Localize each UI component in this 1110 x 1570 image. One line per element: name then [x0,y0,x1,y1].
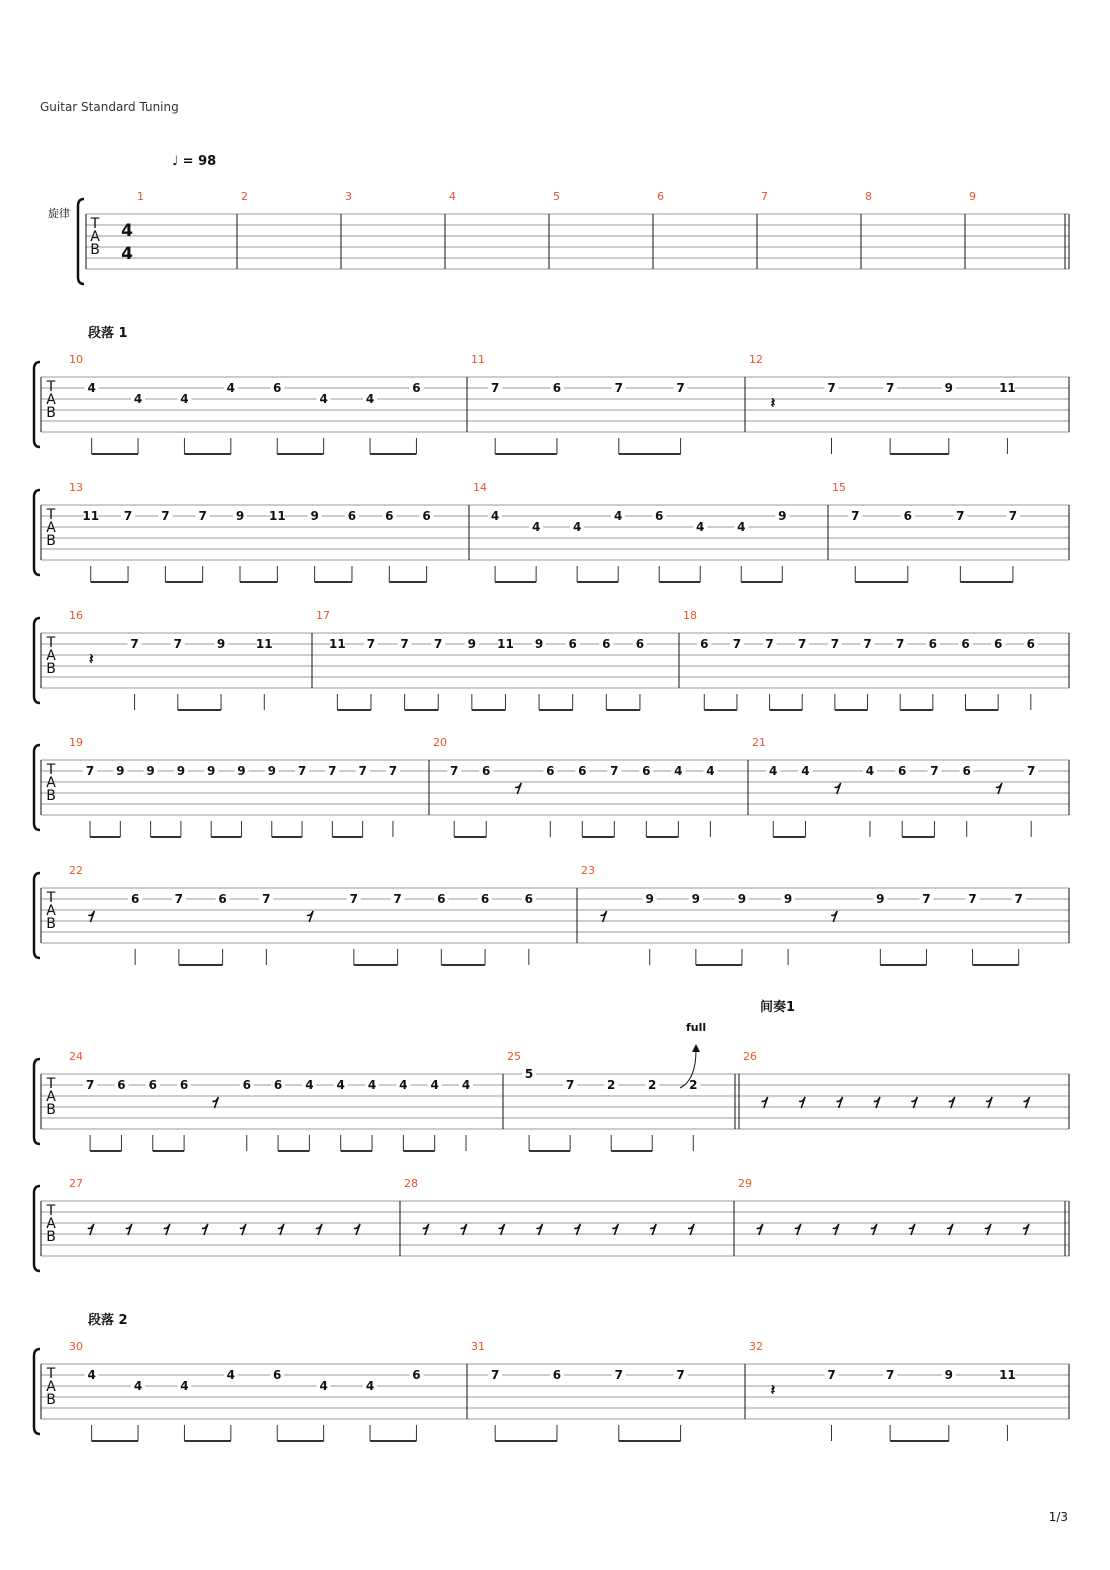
fret-number: 9 [216,637,226,651]
fret-number: 7 [676,1368,685,1382]
fret-number: 7 [130,637,139,651]
fret-number: 7 [827,381,836,395]
fret-number: 2 [689,1078,698,1092]
eighth-rest [650,1224,656,1235]
tab-letter: B [46,1229,56,1245]
eighth-rest [1024,1097,1030,1108]
fret-number: 7 [1008,509,1018,523]
fret-number: 6 [218,892,227,906]
fret-number: 7 [198,509,207,523]
fret-number: 4 [490,509,500,523]
tab-letter: A [46,648,56,664]
fret-number: 7 [885,1368,895,1382]
eighth-rest [515,783,521,794]
eighth-rest [212,1097,218,1108]
tab-letter: A [46,775,56,791]
fret-number: 6 [480,892,490,906]
fret-number: 4 [737,520,746,534]
fret-number: 6 [273,1078,283,1092]
measure-number: 30 [69,1340,83,1353]
fret-number: 4 [133,392,143,406]
tab-letter: T [46,1203,56,1219]
measure-number: 11 [471,353,485,366]
section-label-2: 段落 2 [88,1313,128,1328]
fret-number: 6 [552,1368,562,1382]
fret-number: 7 [1014,892,1023,906]
eighth-rest [986,1097,992,1108]
measure-number: 26 [743,1050,757,1063]
eighth-rest [423,1224,429,1235]
measure-number: 19 [69,736,83,749]
fret-number: 9 [310,509,319,523]
fret-number: 9 [778,509,787,523]
fret-number: 7 [262,892,271,906]
tab-letter: A [46,1379,56,1395]
fret-number: 6 [412,1368,421,1382]
tab-letter: A [90,229,100,245]
fret-number: 11 [999,1368,1016,1382]
tab-letter: T [90,216,100,232]
eighth-rest [757,1224,763,1235]
system-bracket [34,618,40,703]
measure-number: 2 [241,190,248,203]
fret-number: 9 [176,764,186,778]
fret-number: 4 [613,509,623,523]
fret-number: 9 [645,892,654,906]
measure-number: 32 [749,1340,763,1353]
measure-number: 17 [316,609,330,622]
measure-number: 3 [345,190,352,203]
fret-number: 7 [366,637,376,651]
measure-number: 22 [69,864,83,877]
measure-number: 18 [683,609,697,622]
fret-number: 6 [546,764,555,778]
fret-number: 6 [437,892,446,906]
measure-number: 4 [449,190,456,203]
tab-letter: T [46,890,56,906]
fret-number: 11 [255,637,273,651]
fret-number: 7 [434,637,443,651]
fret-number: 2 [607,1078,616,1092]
eighth-rest [871,1224,877,1235]
fret-number: 5 [524,1067,534,1081]
tab-letter: T [46,635,56,651]
measure-number: 6 [657,190,664,203]
eighth-rest [795,1224,801,1235]
tab-letter: A [46,1216,56,1232]
section-label-1: 段落 1 [88,326,128,341]
fret-number: 4 [706,764,715,778]
eighth-rest [601,911,607,922]
measure-number: 7 [761,190,768,203]
tab-letter: T [46,1366,56,1382]
measure-number: 8 [865,190,872,203]
fret-number: 9 [534,637,544,651]
fret-number: 7 [400,637,409,651]
fret-number: 7 [85,764,95,778]
tab-letter: B [46,661,56,677]
fret-number: 6 [482,764,491,778]
fret-number: 4 [865,764,875,778]
fret-number: 6 [898,764,907,778]
fret-number: 9 [737,892,747,906]
fret-number: 11 [268,509,286,523]
measure-number: 9 [969,190,976,203]
eighth-rest [762,1097,768,1108]
measure-number: 28 [404,1177,418,1190]
fret-number: 7 [956,509,965,523]
fret-number: 4 [305,1078,314,1092]
eighth-rest [947,1224,953,1235]
fret-number: 4 [87,1368,96,1382]
tab-letter: B [46,1392,56,1408]
fret-number: 4 [180,1379,189,1393]
fret-number: 4 [180,392,189,406]
fret-number: 4 [696,520,705,534]
eighth-rest [536,1224,542,1235]
fret-number: 7 [393,892,402,906]
fret-number: 6 [524,892,534,906]
fret-number: 9 [207,764,216,778]
measure-number: 29 [738,1177,752,1190]
eighth-rest [354,1224,360,1235]
fret-number: 6 [568,637,577,651]
system-bracket [34,873,40,958]
system-bracket [34,1059,40,1144]
fret-number: 6 [602,637,611,651]
eighth-rest [164,1224,170,1235]
eighth-rest [909,1224,915,1235]
fret-number: 9 [876,892,885,906]
fret-number: 6 [347,509,357,523]
measure-number: 20 [433,736,447,749]
fret-number: 7 [1027,764,1036,778]
system-bracket [78,199,84,284]
fret-number: 7 [388,764,398,778]
fret-number: 6 [578,764,587,778]
fret-number: 7 [174,892,184,906]
fret-number: 9 [944,381,953,395]
fret-number: 6 [130,892,140,906]
fret-number: 7 [173,637,182,651]
fret-number: 7 [614,381,623,395]
fret-number: 7 [565,1078,575,1092]
fret-number: 4 [769,764,778,778]
fret-number: 6 [642,764,651,778]
tab-letter: B [46,1102,56,1118]
tab-letter: B [46,788,56,804]
fret-number: 7 [491,1368,500,1382]
tab-letter: B [46,533,56,549]
fret-number: 7 [732,637,742,651]
fret-number: 7 [765,637,774,651]
fret-number: 9 [691,892,701,906]
fret-number: 7 [614,1368,623,1382]
fret-number: 6 [412,381,421,395]
fret-number: 7 [358,764,367,778]
eighth-rest [688,1224,694,1235]
system-bracket [34,1186,40,1271]
eighth-rest [835,783,841,794]
eighth-rest [799,1097,805,1108]
eighth-rest [911,1097,917,1108]
fret-number: 4 [367,1078,377,1092]
eighth-rest [240,1224,246,1235]
fret-number: 6 [635,637,645,651]
fret-number: 7 [922,892,931,906]
eighth-rest [996,783,1002,794]
fret-number: 7 [885,381,895,395]
page-number: 1/3 [1048,1510,1068,1524]
fret-number: 7 [297,764,307,778]
fret-number: 6 [961,637,970,651]
fret-number: 6 [928,637,938,651]
fret-number: 4 [319,392,328,406]
fret-number: 9 [267,764,276,778]
tab-letter: A [46,1089,56,1105]
bend-arrowhead [692,1044,700,1052]
fret-number: 7 [123,509,133,523]
fret-number: 7 [896,637,905,651]
fret-number: 4 [336,1078,345,1092]
fret-number: 7 [863,637,872,651]
fret-number: 6 [655,509,664,523]
fret-number: 4 [572,520,582,534]
fret-number: 6 [385,509,394,523]
tab-letter: T [46,379,56,395]
tab-letter: B [90,242,100,258]
measure-number: 16 [69,609,83,622]
time-signature-top: 4 [121,221,133,241]
fret-number: 6 [148,1078,157,1092]
tab-letter: B [46,916,56,932]
measure-number: 27 [69,1177,83,1190]
measure-number: 31 [471,1340,485,1353]
eighth-rest [574,1224,580,1235]
fret-number: 4 [133,1379,143,1393]
eighth-rest [612,1224,618,1235]
fret-number: 6 [273,381,282,395]
fret-number: 11 [329,637,346,651]
fret-number: 7 [85,1078,95,1092]
eighth-rest [278,1224,284,1235]
fret-number: 7 [676,381,685,395]
quarter-note-icon: ♩ [172,154,179,169]
system-bracket [34,1349,40,1434]
system-bracket [34,490,40,575]
measure-number: 15 [832,481,846,494]
fret-number: 7 [349,892,359,906]
fret-number: 7 [450,764,459,778]
fret-number: 9 [944,1368,953,1382]
eighth-rest [88,911,94,922]
fret-number: 4 [87,381,96,395]
eighth-rest [949,1097,955,1108]
fret-number: 4 [226,381,236,395]
fret-number: 6 [993,637,1003,651]
fret-number: 7 [827,1368,836,1382]
measure-number: 12 [749,353,763,366]
eighth-rest [874,1097,880,1108]
fret-number: 9 [467,637,477,651]
fret-number: 6 [1026,637,1035,651]
fret-number: 4 [674,764,683,778]
fret-number: 11 [497,637,514,651]
eighth-rest [126,1224,132,1235]
fret-number: 6 [273,1368,282,1382]
fret-number: 7 [851,509,860,523]
eighth-rest [837,1097,843,1108]
fret-number: 6 [700,637,709,651]
fret-number: 7 [491,381,500,395]
quarter-rest: 𝄽 [770,394,776,412]
tuning-label: Guitar Standard Tuning [40,100,179,114]
fret-number: 6 [422,509,431,523]
eighth-rest [499,1224,505,1235]
fret-number: 6 [903,509,912,523]
fret-number: 7 [328,764,337,778]
fret-number: 4 [365,392,375,406]
fret-number: 4 [430,1078,439,1092]
tab-letter: A [46,392,56,408]
fret-number: 7 [161,509,170,523]
fret-number: 7 [930,764,939,778]
fret-number: 4 [226,1368,236,1382]
tab-letter: A [46,520,56,536]
measure-number: 13 [69,481,83,494]
system-bracket [34,362,40,447]
fret-number: 2 [648,1078,657,1092]
fret-number: 9 [783,892,793,906]
fret-number: 4 [319,1379,328,1393]
eighth-rest [88,1224,94,1235]
measure-number: 24 [69,1050,83,1063]
fret-number: 7 [610,764,619,778]
bend-label: full [686,1021,707,1034]
eighth-rest [833,1224,839,1235]
fret-number: 6 [179,1078,189,1092]
quarter-rest: 𝄽 [89,650,94,668]
system-bracket [34,745,40,830]
fret-number: 9 [237,764,246,778]
fret-number: 9 [146,764,155,778]
measure-number: 23 [581,864,595,877]
eighth-rest [461,1224,467,1235]
measure-number: 25 [507,1050,521,1063]
eighth-rest [202,1224,208,1235]
fret-number: 6 [552,381,562,395]
measure-number: 21 [752,736,766,749]
measure-number: 1 [137,190,144,203]
fret-number: 4 [461,1078,471,1092]
fret-number: 6 [962,764,971,778]
interlude-label: 间奏1 [760,1000,796,1015]
fret-number: 4 [399,1078,408,1092]
tab-letter: T [46,762,56,778]
fret-number: 7 [968,892,977,906]
tab-letter: A [46,903,56,919]
fret-number: 4 [365,1379,375,1393]
fret-number: 6 [242,1078,251,1092]
fret-number: 4 [531,520,541,534]
quarter-rest: 𝄽 [770,1381,776,1399]
fret-number: 9 [235,509,245,523]
instrument-name: 旋律 [48,207,70,220]
fret-number: 11 [999,381,1016,395]
fret-number: 4 [801,764,810,778]
eighth-rest [316,1224,322,1235]
measure-number: 5 [553,190,560,203]
eighth-rest [985,1224,991,1235]
eighth-rest [307,911,313,922]
tab-letter: B [46,405,56,421]
fret-number: 6 [117,1078,126,1092]
fret-number: 7 [830,637,840,651]
fret-number: 7 [798,637,807,651]
time-signature-bottom: 4 [121,244,133,264]
tab-letter: T [46,507,56,523]
fret-number: 9 [116,764,125,778]
tempo-value: = 98 [182,154,217,169]
measure-number: 10 [69,353,83,366]
eighth-rest [831,911,837,922]
eighth-rest [1023,1224,1029,1235]
fret-number: 11 [82,509,100,523]
measure-number: 14 [473,481,487,494]
tab-letter: T [46,1076,56,1092]
